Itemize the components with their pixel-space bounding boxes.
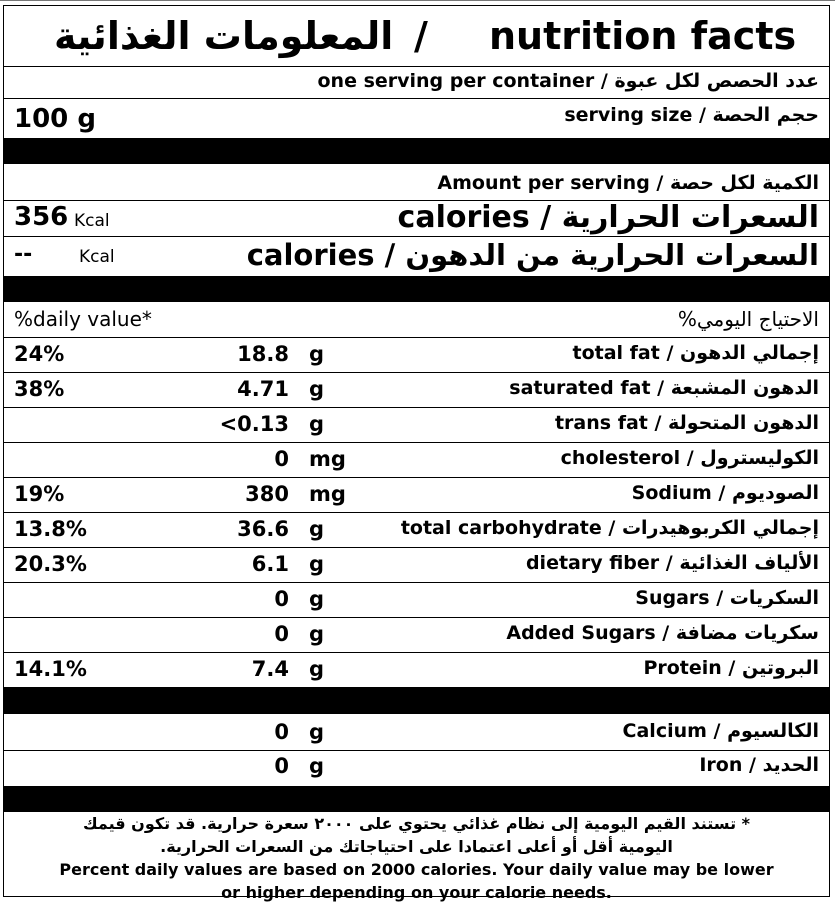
- mineral-unit: g: [309, 720, 325, 744]
- mineral-label: Iron / الحديد: [699, 754, 819, 776]
- nutrient-unit: g: [309, 342, 325, 366]
- nutrient-unit: mg: [309, 482, 346, 506]
- footnote-arabic-line-2: اليومية أقل أو أعلى اعتمادا على احتياجاتك من السعرات الحرارية.: [160, 837, 673, 856]
- mineral-row: [4, 750, 829, 786]
- nutrient-row: [4, 512, 829, 548]
- nutrient-row: [4, 617, 829, 653]
- nutrient-label: dietary fiber / الألياف الغذائية: [525, 552, 819, 574]
- nutrient-unit: g: [309, 657, 325, 681]
- nutrient-amount: 0: [274, 447, 289, 471]
- nutrient-label: trans fat / الدهون المتحولة: [554, 412, 819, 434]
- nutrient-amount: 7.4: [251, 657, 289, 681]
- servings-per-container-row: [4, 66, 829, 99]
- mineral-row: [4, 714, 829, 751]
- amount-per-serving-row: [4, 164, 829, 201]
- daily-value-english: %daily value*: [14, 307, 152, 331]
- nutrition-facts-panel: [3, 5, 830, 902]
- nutrient-row: [4, 372, 829, 408]
- nutrient-unit: g: [309, 377, 325, 401]
- nutrient-label: cholesterol / الكوليسترول: [560, 447, 819, 469]
- nutrient-row: [4, 442, 829, 478]
- mineral-amount: 0: [274, 720, 289, 744]
- nutrient-unit: mg: [309, 447, 346, 471]
- mineral-unit: g: [309, 754, 325, 778]
- calories-unit: Kcal: [74, 211, 110, 231]
- nutrient-unit: g: [309, 517, 325, 541]
- nutrient-label: saturated fat / الدهون المشبعة: [509, 377, 819, 399]
- nutrient-row: [4, 547, 829, 583]
- daily-value-header-row: [4, 302, 829, 338]
- nutrient-label: Added Sugars / سكريات مضافة: [506, 622, 819, 644]
- nutrient-daily-percent: 20.3%: [14, 552, 87, 576]
- nutrient-amount: 0: [274, 622, 289, 646]
- nutrient-row: [4, 337, 829, 373]
- nutrient-daily-percent: 19%: [14, 482, 65, 506]
- nutrient-label: total carbohydrate / إجمالي الكربوهيدرات: [400, 517, 819, 539]
- nutrient-row: [4, 407, 829, 443]
- nutrient-row: [4, 477, 829, 513]
- separator-bar-thick: [4, 138, 829, 164]
- nutrient-amount: 4.71: [237, 377, 289, 401]
- title-arabic: المعلومات الغذائية: [54, 14, 394, 58]
- nutrient-unit: g: [309, 587, 325, 611]
- nutrient-amount: 6.1: [251, 552, 289, 576]
- nutrient-row: [4, 582, 829, 618]
- servings-per-container: one serving per container / عدد الحصص لكل عبوة: [317, 70, 819, 92]
- nutrient-daily-percent: 38%: [14, 377, 65, 401]
- mineral-label: Calcium / الكالسيوم: [622, 720, 819, 742]
- nutrient-amount: 380: [245, 482, 289, 506]
- nutrient-label: Sugars / السكريات: [635, 587, 819, 609]
- separator-bar-nutrients: [4, 687, 829, 714]
- header-row: [4, 6, 829, 67]
- fat-calories-value: --: [14, 242, 33, 267]
- title-slash: /: [414, 14, 428, 58]
- fat-calories-label: calories / السعرات الحرارية من الدهون: [246, 238, 819, 272]
- nutrient-amount: 0: [274, 587, 289, 611]
- footnote: [4, 812, 829, 904]
- footnote-arabic-line-1: * تستند القيم اليومية إلى نظام غذائي يحتوي على ٢٠٠٠ سعرة حرارية. قد تكون قيمك: [82, 814, 751, 833]
- fat-calories-unit: Kcal: [79, 247, 115, 267]
- nutrient-row: [4, 652, 829, 687]
- nutrient-daily-percent: 13.8%: [14, 517, 87, 541]
- separator-bar-minerals: [4, 786, 829, 812]
- nutrient-label: total fat / إجمالي الدهون: [572, 342, 819, 364]
- footnote-english-line-2: or higher depending on your calorie needs.: [221, 883, 612, 902]
- amount-per-serving: Amount per serving / الكمية لكل حصة: [437, 172, 819, 194]
- nutrient-unit: g: [309, 412, 325, 436]
- separator-bar-calories: [4, 276, 829, 302]
- serving-size-row: [4, 98, 829, 138]
- nutrient-amount: 18.8: [237, 342, 289, 366]
- daily-value-arabic: %الاحتياج اليومي: [677, 307, 819, 331]
- title-english: nutrition facts: [489, 14, 797, 58]
- nutrient-amount: 36.6: [237, 517, 289, 541]
- fat-calories-row: [4, 236, 829, 276]
- mineral-amount: 0: [274, 754, 289, 778]
- calories-value: 356: [14, 202, 69, 232]
- nutrient-unit: g: [309, 622, 325, 646]
- nutrient-amount: <0.13: [219, 412, 289, 436]
- nutrient-daily-percent: 24%: [14, 342, 65, 366]
- calories-label: calories / السعرات الحرارية: [397, 200, 819, 235]
- nutrient-unit: g: [309, 552, 325, 576]
- nutrient-label: Protein / البروتين: [643, 657, 819, 679]
- serving-size-label: serving size / حجم الحصة: [564, 104, 819, 126]
- nutrient-daily-percent: 14.1%: [14, 657, 87, 681]
- nutrient-label: Sodium / الصوديوم: [631, 482, 819, 504]
- footnote-english-line-1: Percent daily values are based on 2000 calories. Your daily value may be lower: [59, 860, 774, 879]
- serving-size-value: 100 g: [14, 104, 96, 134]
- calories-row: [4, 200, 829, 237]
